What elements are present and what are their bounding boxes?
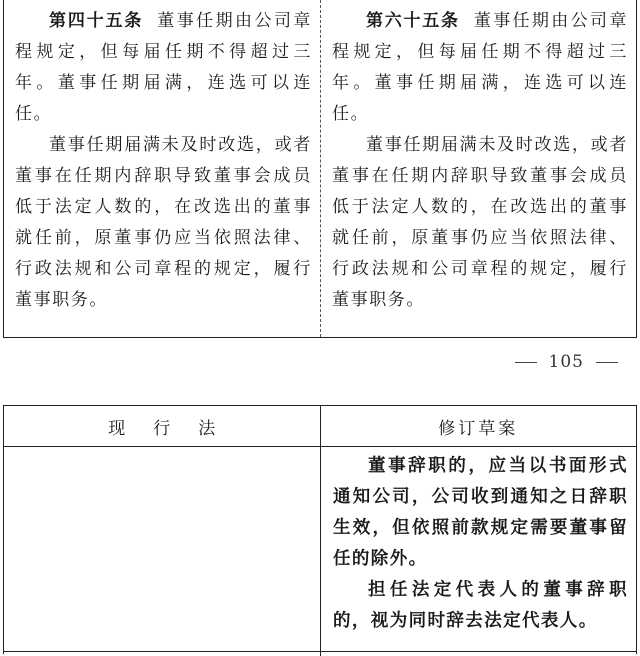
draft-cell — [320, 447, 636, 656]
comparison-table-bottom — [3, 405, 637, 654]
page-dash-left — [515, 362, 537, 363]
draft-paragraph-1: 董事辞职的，应当以书面形式通知公司，公司收到通知之日辞职生效，但依照前款规定需要董事留任的除外。 — [333, 456, 628, 569]
article-65-paragraph-2: 董事任期届满未及时改选，或者董事在任期内辞职导致董事会成员低于法定人数的，在改选出的董事就任前，原董事仍应当依照法律、行政法规和公司章程的规定，履行董事职务。 — [332, 135, 628, 310]
comparison-table-top — [3, 0, 637, 338]
header-draft: 修订草案 — [320, 406, 636, 446]
article-45-heading: 第四十五条 — [49, 11, 144, 31]
article-65-text-1: 董事任期由公司章程规定，但每届任期不得超过三年。董事任期届满，连选可以连任。 — [332, 11, 628, 124]
article-65-heading: 第六十五条 — [366, 11, 460, 31]
page-dash-right — [596, 362, 618, 363]
draft-column — [320, 0, 636, 337]
table-bottom-border — [3, 651, 637, 652]
article-65-paragraph-1 — [332, 6, 628, 130]
article-45-text-1: 董事任期由公司章程规定，但每届任期不得超过三年。董事任期届满，连选可以连任。 — [15, 11, 312, 124]
header-current-law: 现行法 — [108, 418, 244, 439]
current-law-cell-empty — [4, 447, 320, 656]
current-law-column — [4, 0, 320, 337]
draft-paragraph-2: 担任法定代表人的董事辞职的，视为同时辞去法定代表人。 — [333, 580, 628, 631]
table-header-row — [4, 406, 636, 447]
article-45-paragraph-2: 董事任期届满未及时改选，或者董事在任期内辞职导致董事会成员低于法定人数的，在改选出的董事就任前，原董事仍应当依照法律、行政法规和公司章程的规定，履行董事职务。 — [15, 135, 312, 310]
table-body-row — [4, 447, 636, 656]
page-number — [503, 352, 630, 372]
article-45-paragraph-1 — [15, 6, 312, 130]
page-number-value: 105 — [548, 352, 584, 372]
